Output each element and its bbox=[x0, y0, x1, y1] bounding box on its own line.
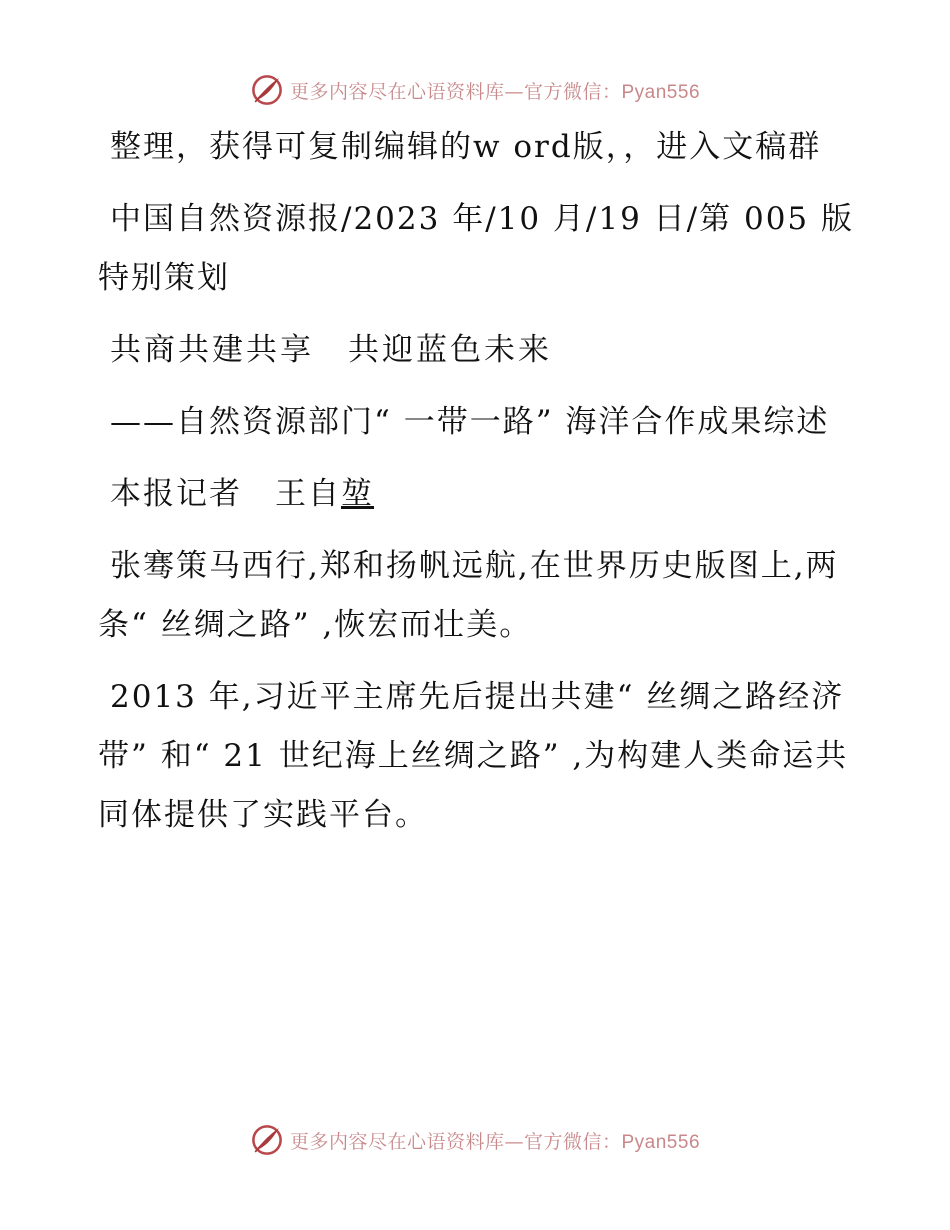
watermark-text-cn: 更多内容尽在心语资料库—官方微信： bbox=[289, 80, 622, 103]
article-subtitle: ——自然资源部门“ 一带一路” 海洋合作成果综述 bbox=[110, 404, 830, 440]
source-line: 中国自然资源报/2023 年/10 月/19 日/第 005 版特别策划 bbox=[98, 201, 855, 296]
watermark-wechat-id: Pyan556 bbox=[621, 81, 701, 103]
article-title: 共商共建共享 共迎蓝色未来 bbox=[110, 332, 552, 368]
header-watermark bbox=[0, 70, 950, 110]
watermark-text bbox=[290, 1127, 700, 1154]
quill-logo-icon bbox=[250, 1123, 284, 1157]
body-paragraph-1: 张骞策马西行,郑和扬帆远航,在世界历史版图上,两条“ 丝绸之路” ,恢宏而壮美。 bbox=[98, 548, 839, 643]
footer-watermark bbox=[0, 1120, 950, 1160]
intro-note: 整理，获得可复制编辑的w ord版，，进入文稿群 bbox=[110, 129, 822, 165]
byline bbox=[98, 465, 858, 524]
body-paragraph-2: 2013 年,习近平主席先后提出共建“ 丝绸之路经济带” 和“ 21 世纪海上丝绸之路” ,为构建人类命运共同体提供了实践平台。 bbox=[98, 679, 849, 833]
watermark-text bbox=[290, 77, 700, 104]
watermark-text-cn: 更多内容尽在心语资料库—官方微信： bbox=[289, 1130, 622, 1153]
byline-name-char: 堃 bbox=[341, 476, 374, 512]
document-body bbox=[98, 118, 858, 858]
quill-logo-icon bbox=[250, 73, 284, 107]
byline-text: 本报记者 王自 bbox=[110, 476, 341, 512]
watermark-wechat-id: Pyan556 bbox=[621, 1131, 701, 1153]
